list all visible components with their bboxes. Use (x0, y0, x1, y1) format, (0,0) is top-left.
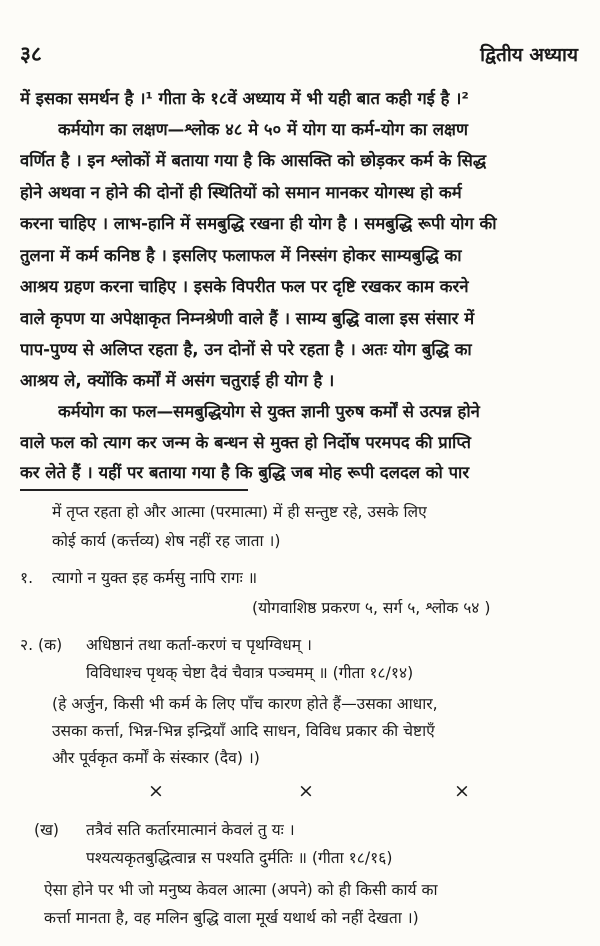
body-line: कर्मयोग का लक्षण—श्लोक ४८ मे ५० में योग या कर्म-योग का लक्षण (58, 120, 468, 139)
footnote-2a-translation-line: उसका कर्त्ता, भिन्न-भिन्न इन्द्रियाँ आदि साधन, विविध प्रकार की चेष्टाएँ (52, 722, 435, 740)
body-line: पाप-पुण्य से अलिप्त रहता है, उन दोनों से परे रहता है । अतः योग बुद्धि का (20, 340, 472, 359)
separator-cross: × (298, 780, 314, 802)
footnote-2b-verse-line: पश्यत्यकृतबुद्धित्वान्न स पश्यति दुर्मतिः ॥ (गीता १८/१६) (86, 849, 393, 867)
footnote-2b-translation-line: ऐसा होने पर भी जो मनुष्य केवल आत्मा (अपने) को ही किसी कार्य का (44, 881, 438, 899)
body-line: कर्मयोग का फल—समबुद्धियोग से युक्त ज्ञानी पुरुष कर्मों से उत्पन्न होने (58, 402, 480, 421)
footnote-2a-translation-line: और पूर्वकृत कर्मों के संस्कार (दैव) ।) (52, 749, 260, 767)
body-line: आश्रय ग्रहण करना चाहिए । इसके विपरीत फल पर दृष्टि रखकर काम करने (20, 277, 469, 296)
footnote-2b-translation-line: कर्त्ता मानता है, वह मलिन बुद्धि वाला मूर्ख यथार्थ को नहीं देखता ।) (44, 909, 419, 927)
body-line: कर लेते हैं । यहीं पर बताया गया है कि बुद्धि जब मोह रूपी दलदल को पार (20, 463, 470, 482)
separator-cross: × (454, 780, 470, 802)
footnote-2-marker: २. (क) (20, 636, 63, 654)
footnote-2b-verse-line: तत्रैवं सति कर्तारमात्मानं केवलं तु यः । (86, 821, 295, 839)
body-line: करना चाहिए । लाभ-हानि में समबुद्धि रखना ही योग है । समबुद्धि रूपी योग की (20, 214, 497, 233)
separator-cross: × (148, 780, 164, 802)
footnote-2a-verse-line: अधिष्ठानं तथा कर्ता-करणं च पृथग्विधम् । (86, 636, 312, 654)
footnote-2a-verse-line: विविधाश्च पृथक् चेष्टा दैवं चैवात्र पञ्चमम् ॥ (गीता १८/१४) (86, 664, 414, 682)
body-line: में इसका समर्थन है ।¹ गीता के १८वें अध्याय में भी यही बात कही गई है ।² (20, 89, 469, 108)
footnote-carryover-line: कोई कार्य (कर्त्तव्य) शेष नहीं रह जाता ।) (52, 532, 281, 550)
footnote-1-source: (योगवाशिष्ठ प्रकरण ५, सर्ग ५, श्लोक ५४ ) (252, 599, 491, 617)
body-line: वाले कृपण या अपेक्षाकृत निम्नश्रेणी वाले हैं । साम्य बुद्धि वाला इस संसार में (20, 309, 475, 328)
body-line: तुलना में कर्म कनिष्ठ है । इसलिए फलाफल में निस्संग होकर साम्यबुद्धि का (20, 246, 462, 265)
footnote-rule (20, 489, 248, 491)
footnote-1-text: त्यागो न युक्त इह कर्मसु नापि रागः ॥ (52, 569, 258, 587)
footnote-1-marker: १. (20, 569, 34, 587)
page-number: ३८ (20, 42, 42, 66)
chapter-title: द्वितीय अध्याय (480, 44, 578, 66)
footnote-carryover-line: में तृप्त रहता हो और आत्मा (परमात्मा) में ही सन्तुष्ट रहे, उसके लिए (52, 503, 427, 521)
body-line: वर्णित है । इन श्लोकों में बताया गया है कि आसक्ति को छोड़कर कर्म के सिद्ध (20, 151, 487, 170)
body-line: आश्रय ले, क्योंकि कर्मों में असंग चतुराई ही योग है । (20, 371, 335, 390)
body-line: वाले फल को त्याग कर जन्म के बन्धन से मुक्त हो निर्दोष परमपद की प्राप्ति (20, 433, 471, 452)
body-line: होने अथवा न होने की दोनों ही स्थितियों को समान मानकर योगस्थ हो कर्म (20, 183, 462, 202)
footnote-2a-translation-line: (हे अर्जुन, किसी भी कर्म के लिए पाँच कारण होते हैं—उसका आधार, (52, 695, 438, 713)
footnote-2b-marker: (ख) (34, 821, 59, 839)
